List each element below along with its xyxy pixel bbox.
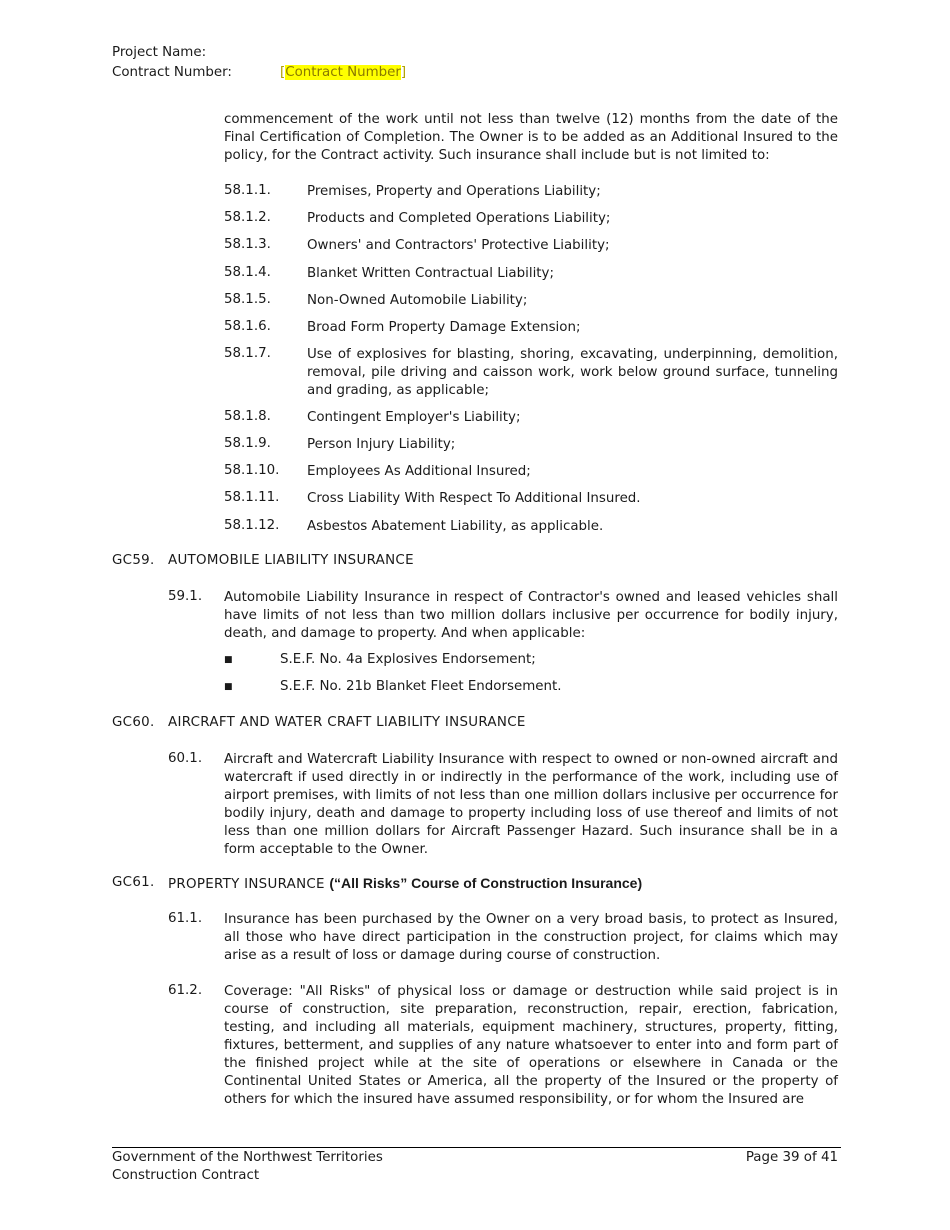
gc60-heading: AIRCRAFT AND WATER CRAFT LIABILITY INSURANCE [168, 715, 526, 730]
list-item-number: 58.1.11. [224, 490, 280, 505]
footer-divider [112, 1147, 841, 1148]
list-item-text: Cross Liability With Respect To Additional Insured. [307, 491, 641, 506]
clause-61-1-number: 61.1. [168, 911, 203, 926]
bullet-icon: ■ [224, 682, 233, 692]
clause-60-1-number: 60.1. [168, 751, 203, 766]
intro-paragraph: commencement of the work until not less than twelve (12) months from the date of the Final Certification of Completion. The Owner is to be added as an Additional Insured to the policy, for the Contract activity. Such insurance shall include but is not limited to: [224, 112, 838, 163]
list-item-text: Use of explosives for blasting, shoring, excavating, underpinning, demolition, removal, pile driving and caisson work, work below ground surface, tunneling and grading, as applicable; [307, 347, 838, 398]
list-item-text: Broad Form Property Damage Extension; [307, 320, 581, 335]
list-item-number: 58.1.3. [224, 237, 271, 252]
list-item-number: 58.1.8. [224, 409, 271, 424]
footer-document: Construction Contract [112, 1168, 260, 1183]
list-item-text: Non-Owned Automobile Liability; [307, 293, 528, 308]
list-item-text: Premises, Property and Operations Liability; [307, 184, 601, 199]
list-item-text: Employees As Additional Insured; [307, 464, 531, 479]
footer-organization: Government of the Northwest Territories [112, 1150, 383, 1165]
list-item-text: Owners' and Contractors' Protective Liability; [307, 238, 610, 253]
clause-59-1-text: Automobile Liability Insurance in respect of Contractor's owned and leased vehicles shall have limits of not less than two million dollars inclusive per occurrence for bodily injury, death, and damage to property. And when applicable: [224, 590, 838, 641]
list-item-text: Products and Completed Operations Liability; [307, 211, 611, 226]
list-item-number: 58.1.7. [224, 346, 271, 361]
clause-60-1-text: Aircraft and Watercraft Liability Insurance with respect to owned or non-owned aircraft and watercraft if used directly in or indirectly in the performance of the work, including use of airport premises, with limits of not less than one million dollars inclusive per occurrence for bodily injury, death and damage to property including loss of use thereof and limits of not less than one million dollars for Aircraft Passenger Hazard. Such insurance shall be in a form acceptable to the Owner. [224, 752, 838, 857]
gc61-number: GC61. [112, 875, 155, 890]
list-item-number: 58.1.5. [224, 292, 271, 307]
bullet-icon: ■ [224, 655, 233, 665]
clause-61-2-number: 61.2. [168, 983, 203, 998]
gc61-title-bold: (“All Risks” Course of Construction Insurance) [329, 875, 643, 891]
bullet-text: S.E.F. No. 21b Blanket Fleet Endorsement. [280, 679, 562, 694]
list-item-number: 58.1.2. [224, 210, 271, 225]
contract-number-value: Contract Number [285, 65, 401, 80]
list-item-number: 58.1.6. [224, 319, 271, 334]
list-item-number: 58.1.4. [224, 265, 271, 280]
list-item-text: Person Injury Liability; [307, 437, 456, 452]
contract-number-field[interactable] [280, 65, 406, 80]
list-item-text: Asbestos Abatement Liability, as applicable. [307, 519, 604, 534]
bullet-text: S.E.F. No. 4a Explosives Endorsement; [280, 652, 536, 667]
contract-number-label: Contract Number: [112, 65, 232, 80]
gc59-heading: AUTOMOBILE LIABILITY INSURANCE [168, 553, 414, 568]
page-number: Page 39 of 41 [745, 1150, 838, 1165]
list-item-text: Contingent Employer's Liability; [307, 410, 521, 425]
project-name-label: Project Name: [112, 45, 207, 60]
list-item-number: 58.1.12. [224, 518, 280, 533]
bracket-close: ] [400, 65, 407, 80]
gc60-number: GC60. [112, 715, 155, 730]
clause-59-1-number: 59.1. [168, 589, 203, 604]
list-item-number: 58.1.1. [224, 183, 271, 198]
clause-61-1-text: Insurance has been purchased by the Owner on a very broad basis, to protect as Insured, all those who have direct participation in the construction project, for claims which may arise as a result of loss or damage during course of construction. [224, 912, 838, 963]
list-item-number: 58.1.10. [224, 463, 280, 478]
bracket-open: [ [280, 65, 286, 80]
list-item-number: 58.1.9. [224, 436, 271, 451]
gc61-title: PROPERTY INSURANCE [168, 877, 325, 892]
gc61-heading [168, 875, 642, 892]
clause-61-2-text: Coverage: "All Risks" of physical loss or damage or destruction while said project is in course of construction, site preparation, reconstruction, repair, erection, fabrication, testing, and including all materials, equipment machinery, structures, property, fitting, fixtures, betterment, and supplies of any nature whatsoever to enter into and form part of the finished project while at the site of operations or elsewhere in Canada or the Continental United States or America, all the property of the Insured or the property of others for which the insured have assumed responsibility, or for whom the Insured are [224, 984, 838, 1107]
list-item-text: Blanket Written Contractual Liability; [307, 266, 554, 281]
gc59-number: GC59. [112, 553, 155, 568]
